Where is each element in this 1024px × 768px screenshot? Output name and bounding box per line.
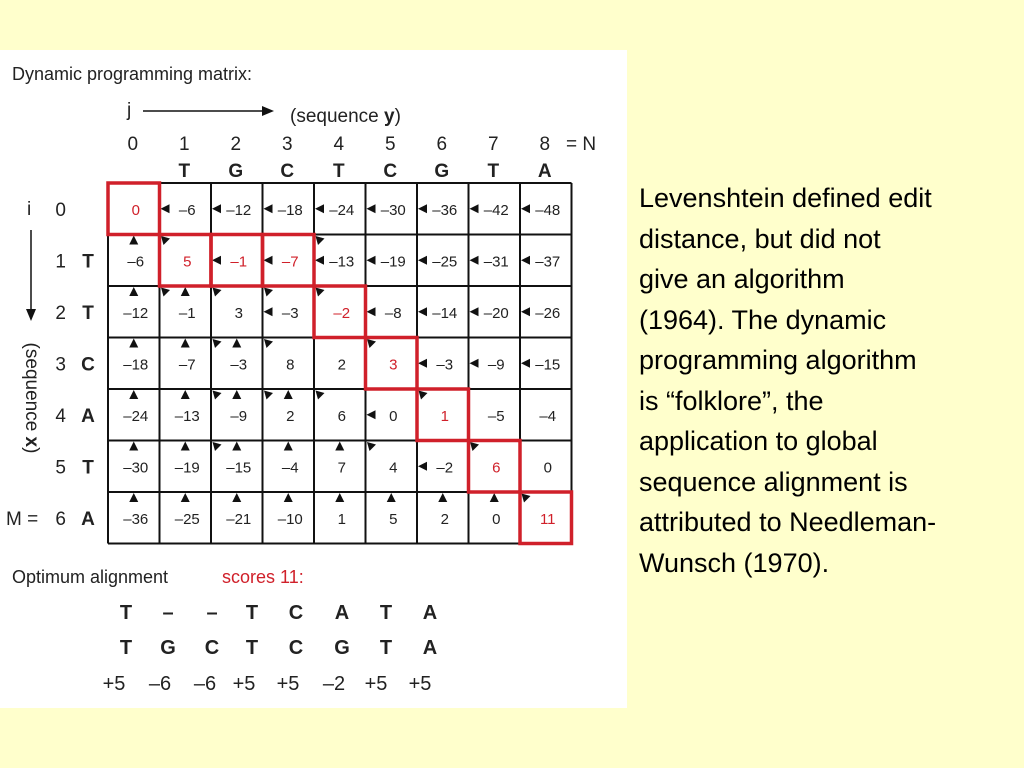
alignment-top-char: C (288, 602, 304, 624)
cell-value: –30 (123, 459, 149, 477)
alignment-top-char: A (334, 602, 350, 624)
row-letter: A (81, 405, 95, 427)
arrow-up (438, 493, 447, 502)
path-cell-value: –7 (281, 253, 299, 271)
arrow-left (367, 256, 376, 265)
arrow-left (521, 307, 530, 316)
cell-value: –25 (432, 253, 458, 271)
m-label: M = (6, 508, 39, 530)
col-index: 0 (127, 134, 139, 155)
cell-value: –37 (535, 253, 561, 271)
alignment-top-char: T (119, 602, 133, 624)
row-index: 4 (55, 405, 66, 427)
alignment-top-char: A (422, 602, 438, 624)
arrow-up (490, 493, 499, 502)
cell-value: –15 (226, 459, 252, 477)
arrow-diag (213, 391, 222, 400)
arrow-left (521, 204, 530, 213)
alignment-score: –6 (193, 673, 217, 695)
arrow-left (470, 256, 479, 265)
row-letter: T (82, 457, 94, 479)
cell-value: –5 (487, 407, 505, 425)
arrow-diag (161, 288, 170, 297)
arrow-left (264, 204, 273, 213)
arrow-up (232, 493, 241, 502)
arrow-up (181, 287, 190, 296)
path-cell-value: 11 (539, 510, 556, 528)
arrow-up (181, 390, 190, 399)
arrow-diag (264, 391, 273, 400)
cell-value: 8 (286, 356, 295, 374)
col-index: 8 (539, 134, 551, 155)
sequence-y-label: (sequence y) (290, 106, 401, 127)
arrow-left (161, 204, 170, 213)
col-letter: G (434, 161, 450, 182)
cell-value: –6 (178, 201, 196, 219)
col-letter: C (280, 161, 295, 182)
arrow-left (418, 462, 427, 471)
alignment-score: +5 (102, 673, 126, 695)
arrow-diag (161, 236, 170, 245)
arrow-up (129, 236, 138, 245)
row-letter: C (81, 354, 95, 376)
arrow-left (212, 256, 221, 265)
cell-value: –21 (226, 510, 252, 528)
arrow-up (387, 493, 396, 502)
arrow-left (315, 256, 324, 265)
cell-value: –26 (535, 304, 561, 322)
row-index: 1 (55, 251, 66, 273)
j-arrow-head (262, 106, 274, 116)
arrow-left (418, 359, 427, 368)
scores-label: scores 11: (222, 567, 304, 587)
cell-value: –3 (230, 356, 248, 374)
arrow-left (470, 307, 479, 316)
alignment-bottom-char: T (379, 637, 393, 659)
cell-value: –9 (487, 356, 505, 374)
col-letter: A (537, 161, 552, 182)
cell-value: –12 (123, 304, 149, 322)
alignment-score: –2 (322, 673, 346, 695)
path-cell-value: –2 (333, 304, 351, 322)
alignment-score: +5 (408, 673, 432, 695)
col-index: 6 (436, 134, 448, 155)
arrow-diag (316, 391, 325, 400)
cell-value: –30 (380, 201, 406, 219)
arrow-up (129, 339, 138, 348)
cell-value: –12 (226, 201, 252, 219)
col-letter: T (487, 161, 500, 182)
row-index: 2 (55, 302, 66, 324)
cell-value: 3 (234, 304, 243, 322)
alignment-bottom-char: T (119, 637, 133, 659)
col-letter: G (228, 161, 244, 182)
row-letter: T (82, 302, 94, 324)
col-index: 7 (487, 134, 499, 155)
cell-value: –6 (127, 253, 145, 271)
row-letter: A (81, 508, 95, 530)
arrow-left (264, 307, 273, 316)
cell-value: –13 (329, 253, 355, 271)
col-index: 2 (230, 134, 242, 155)
alignment-score: +5 (276, 673, 300, 695)
cell-value: –8 (384, 304, 402, 322)
cell-value: 7 (337, 459, 346, 477)
col-index: 5 (384, 134, 396, 155)
alignment-bottom-char: C (288, 637, 304, 659)
alignment-bottom-char: G (334, 637, 350, 659)
cell-value: –10 (277, 510, 303, 528)
row-index: 0 (55, 199, 66, 221)
arrow-up (232, 442, 241, 451)
arrow-diag (264, 288, 273, 297)
cell-value: 5 (389, 510, 398, 528)
arrow-left (470, 359, 479, 368)
alignment-top-char: T (245, 602, 259, 624)
cell-value: 2 (286, 407, 295, 425)
arrow-diag (316, 288, 325, 297)
n-label: = N (566, 134, 597, 155)
col-letter: C (383, 161, 398, 182)
arrow-left (367, 204, 376, 213)
arrow-diag (419, 391, 428, 400)
cell-value: –25 (174, 510, 200, 528)
arrow-up (181, 339, 190, 348)
cell-value: –48 (535, 201, 561, 219)
figure-title: Dynamic programming matrix: (12, 64, 253, 84)
arrow-up (129, 493, 138, 502)
cell-value: –36 (432, 201, 458, 219)
col-index: 1 (178, 134, 190, 155)
path-cell-value: 6 (492, 459, 501, 477)
path-cell-value: –1 (230, 253, 248, 271)
cell-value: 2 (440, 510, 449, 528)
dp-figure (0, 50, 627, 708)
cell-value: 1 (337, 510, 346, 528)
cell-value: –24 (123, 407, 149, 425)
arrow-left (521, 256, 530, 265)
arrow-left (521, 359, 530, 368)
cell-value: –3 (436, 356, 454, 374)
arrow-left (470, 204, 479, 213)
cell-value: –18 (277, 201, 303, 219)
dp-matrix-diagram (0, 50, 627, 708)
alignment-bottom-char: C (204, 637, 220, 659)
row-index: 5 (55, 457, 66, 479)
cell-value: 0 (389, 407, 398, 425)
alignment-bottom-char: G (160, 637, 176, 659)
arrow-left (367, 307, 376, 316)
cell-value: –20 (483, 304, 509, 322)
arrow-up (335, 442, 344, 451)
cell-value: –7 (178, 356, 196, 374)
optimum-alignment-label: Optimum alignment (12, 567, 169, 587)
arrow-up (335, 493, 344, 502)
col-index: 4 (333, 134, 345, 155)
i-label: i (27, 199, 32, 220)
cell-value: 0 (492, 510, 501, 528)
alignment-top-char: – (206, 602, 218, 624)
arrow-up (284, 442, 293, 451)
arrow-diag (367, 442, 376, 451)
cell-value: –2 (436, 459, 454, 477)
arrow-diag (470, 442, 479, 451)
arrow-up (284, 390, 293, 399)
cell-value: –36 (123, 510, 149, 528)
arrow-diag (522, 494, 531, 503)
row-letter: T (82, 251, 94, 273)
alignment-top-char: – (162, 602, 174, 624)
i-arrow-head (26, 309, 36, 321)
cell-value: –9 (230, 407, 248, 425)
side-caption: Levenshtein defined edit distance, but did not give an algorithm (1964). The dynamic programming algorithm is “folklore”, the application to global sequence alignment is attributed to Needleman- Wunsch (1970). (639, 183, 937, 578)
arrow-up (232, 339, 241, 348)
col-letter: T (332, 161, 345, 182)
cell-value: –19 (174, 459, 200, 477)
arrow-left (367, 410, 376, 419)
arrow-up (232, 390, 241, 399)
cell-value: –4 (281, 459, 299, 477)
cell-value: –24 (329, 201, 355, 219)
arrow-left (418, 256, 427, 265)
arrow-up (181, 493, 190, 502)
alignment-bottom-char: A (422, 637, 438, 659)
arrow-diag (367, 339, 376, 348)
cell-value: 4 (389, 459, 398, 477)
cell-value: –31 (483, 253, 509, 271)
arrow-left (212, 204, 221, 213)
arrow-up (129, 442, 138, 451)
cell-value: –18 (123, 356, 149, 374)
alignment-top-char: T (379, 602, 393, 624)
arrow-left (418, 307, 427, 316)
arrow-left (264, 256, 273, 265)
arrow-diag (213, 288, 222, 297)
cell-value: –42 (483, 201, 509, 219)
cell-value: –19 (380, 253, 406, 271)
cell-value: –13 (174, 407, 200, 425)
col-index: 3 (281, 134, 293, 155)
row-index: 6 (55, 508, 66, 530)
alignment-score: +5 (364, 673, 388, 695)
j-label: j (127, 100, 132, 121)
path-cell-value: 5 (183, 253, 192, 271)
arrow-diag (213, 339, 222, 348)
arrow-left (418, 204, 427, 213)
cell-value: 2 (337, 356, 346, 374)
arrow-up (129, 287, 138, 296)
cell-value: –1 (178, 304, 196, 322)
path-cell-value: 3 (389, 356, 398, 374)
row-index: 3 (55, 354, 66, 376)
cell-value: –3 (281, 304, 299, 322)
arrow-up (181, 442, 190, 451)
alignment-score: +5 (232, 673, 256, 695)
arrow-left (315, 204, 324, 213)
path-cell-value: 1 (440, 407, 449, 425)
cell-value: 6 (337, 407, 346, 425)
cell-value: –14 (432, 304, 458, 322)
cell-value: –15 (535, 356, 561, 374)
cell-value: 0 (543, 459, 552, 477)
sequence-x-label: (sequence x) (21, 342, 42, 454)
cell-value: –4 (539, 407, 557, 425)
alignment-bottom-char: T (245, 637, 259, 659)
arrow-diag (213, 442, 222, 451)
alignment-score: –6 (148, 673, 172, 695)
arrow-diag (264, 339, 273, 348)
arrow-diag (316, 236, 325, 245)
col-letter: T (178, 161, 191, 182)
path-cell-value: 0 (131, 201, 140, 219)
arrow-up (284, 493, 293, 502)
arrow-up (129, 390, 138, 399)
